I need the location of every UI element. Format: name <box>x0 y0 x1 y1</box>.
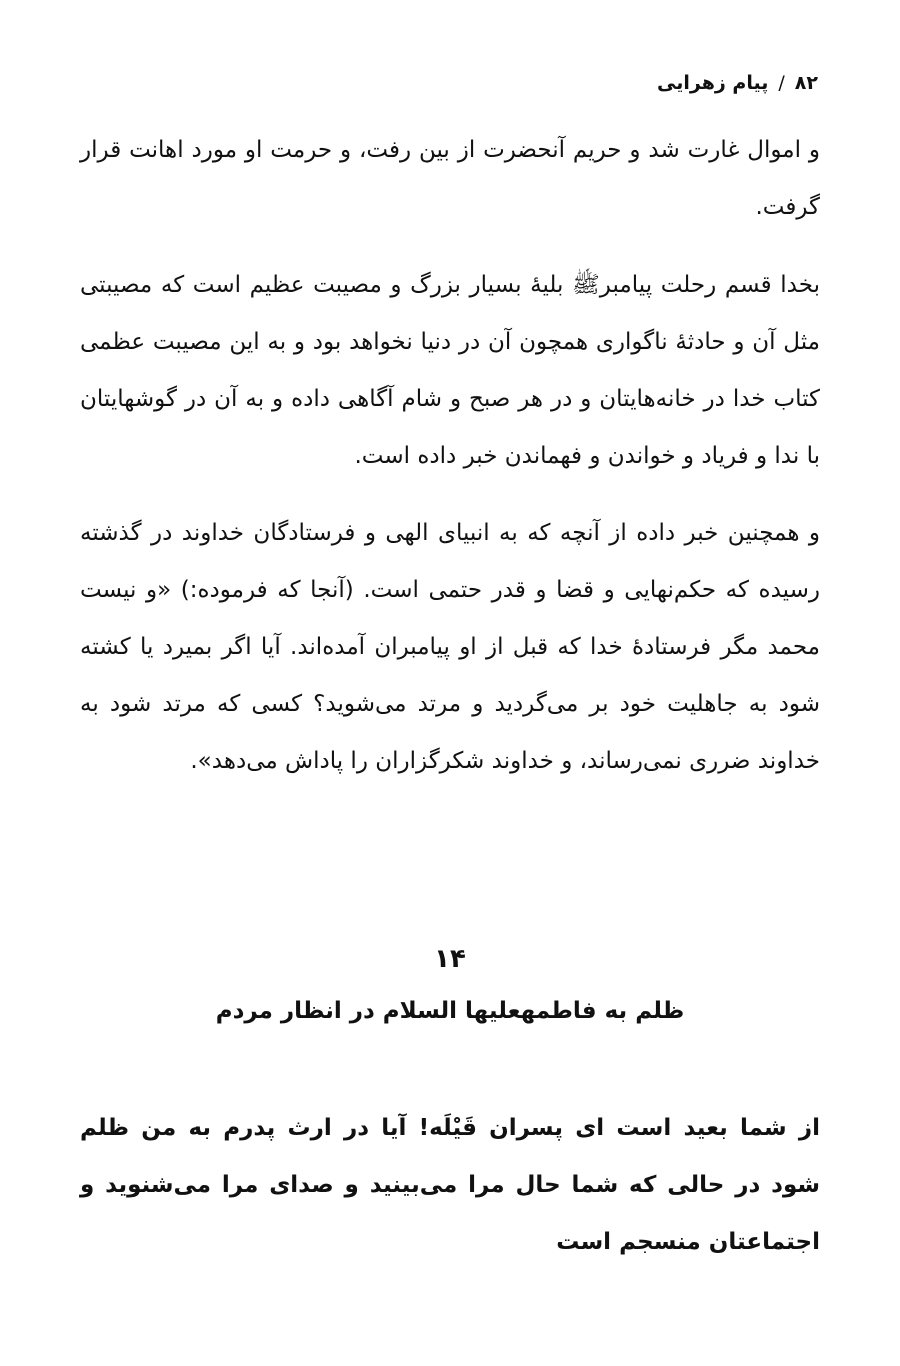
paragraph-1 <box>80 122 820 236</box>
book-title: پیام زهرایی <box>657 72 769 94</box>
paragraph-text: از شما بعید است ای پسران قَیْلَه! آیا در ارث پدرم به من ظلم شود در حالی که شما حال مرا می‌بینید و صدای مرا می‌شنوید و اجتماعتان منسجم است <box>80 1115 820 1255</box>
section-number: ۱۴ <box>434 944 466 974</box>
header-separator: / <box>778 72 785 94</box>
page-number: ۸۲ <box>794 72 818 94</box>
paragraph-text: و همچنین خبر داده از آنچه که به انبیای الهی و فرستادگان خداوند در گذشته رسیده که حکم‌نهایی و قضا و قدر حتمی است. (آنجا که فرموده:) «و نیست محمد مگر فرستادهٔ خدا که قبل از او پیامبران آمده‌اند. آیا اگر بمیرد یا کشته شود به جاهلیت خود بر می‌گردید و مرتد می‌شوید؟ کسی که مرتد شود به خداوند ضرری نمی‌رساند، و خداوند شکرگزاران را پاداش می‌دهد». <box>80 520 820 774</box>
paragraph-3 <box>80 505 820 790</box>
running-header <box>657 72 818 94</box>
section-title: ظلم به فاطمهعليها السلام در انظار مردم <box>215 998 685 1024</box>
paragraph-4 <box>80 1100 820 1271</box>
paragraph-text: بخدا قسم رحلت پیامبرﷺ بلیهٔ بسیار بزرگ و مصیبت عظیم است که مصیبتی مثل آن و حادثهٔ ناگواری همچون آن در دنیا نخواهد بود و به این مصیبت عظمی کتاب خدا در خانه‌هایتان و در هر صبح و شام آگاهی داده و به آن در گوشهایتان با ندا و فریاد و خواندن و فهماندن خبر داده است. <box>80 272 820 469</box>
paragraph-text: و اموال غارت شد و حریم آنحضرت از بین رفت، و حرمت او مورد اهانت قرار گرفت. <box>80 137 820 220</box>
paragraph-2 <box>80 257 820 485</box>
